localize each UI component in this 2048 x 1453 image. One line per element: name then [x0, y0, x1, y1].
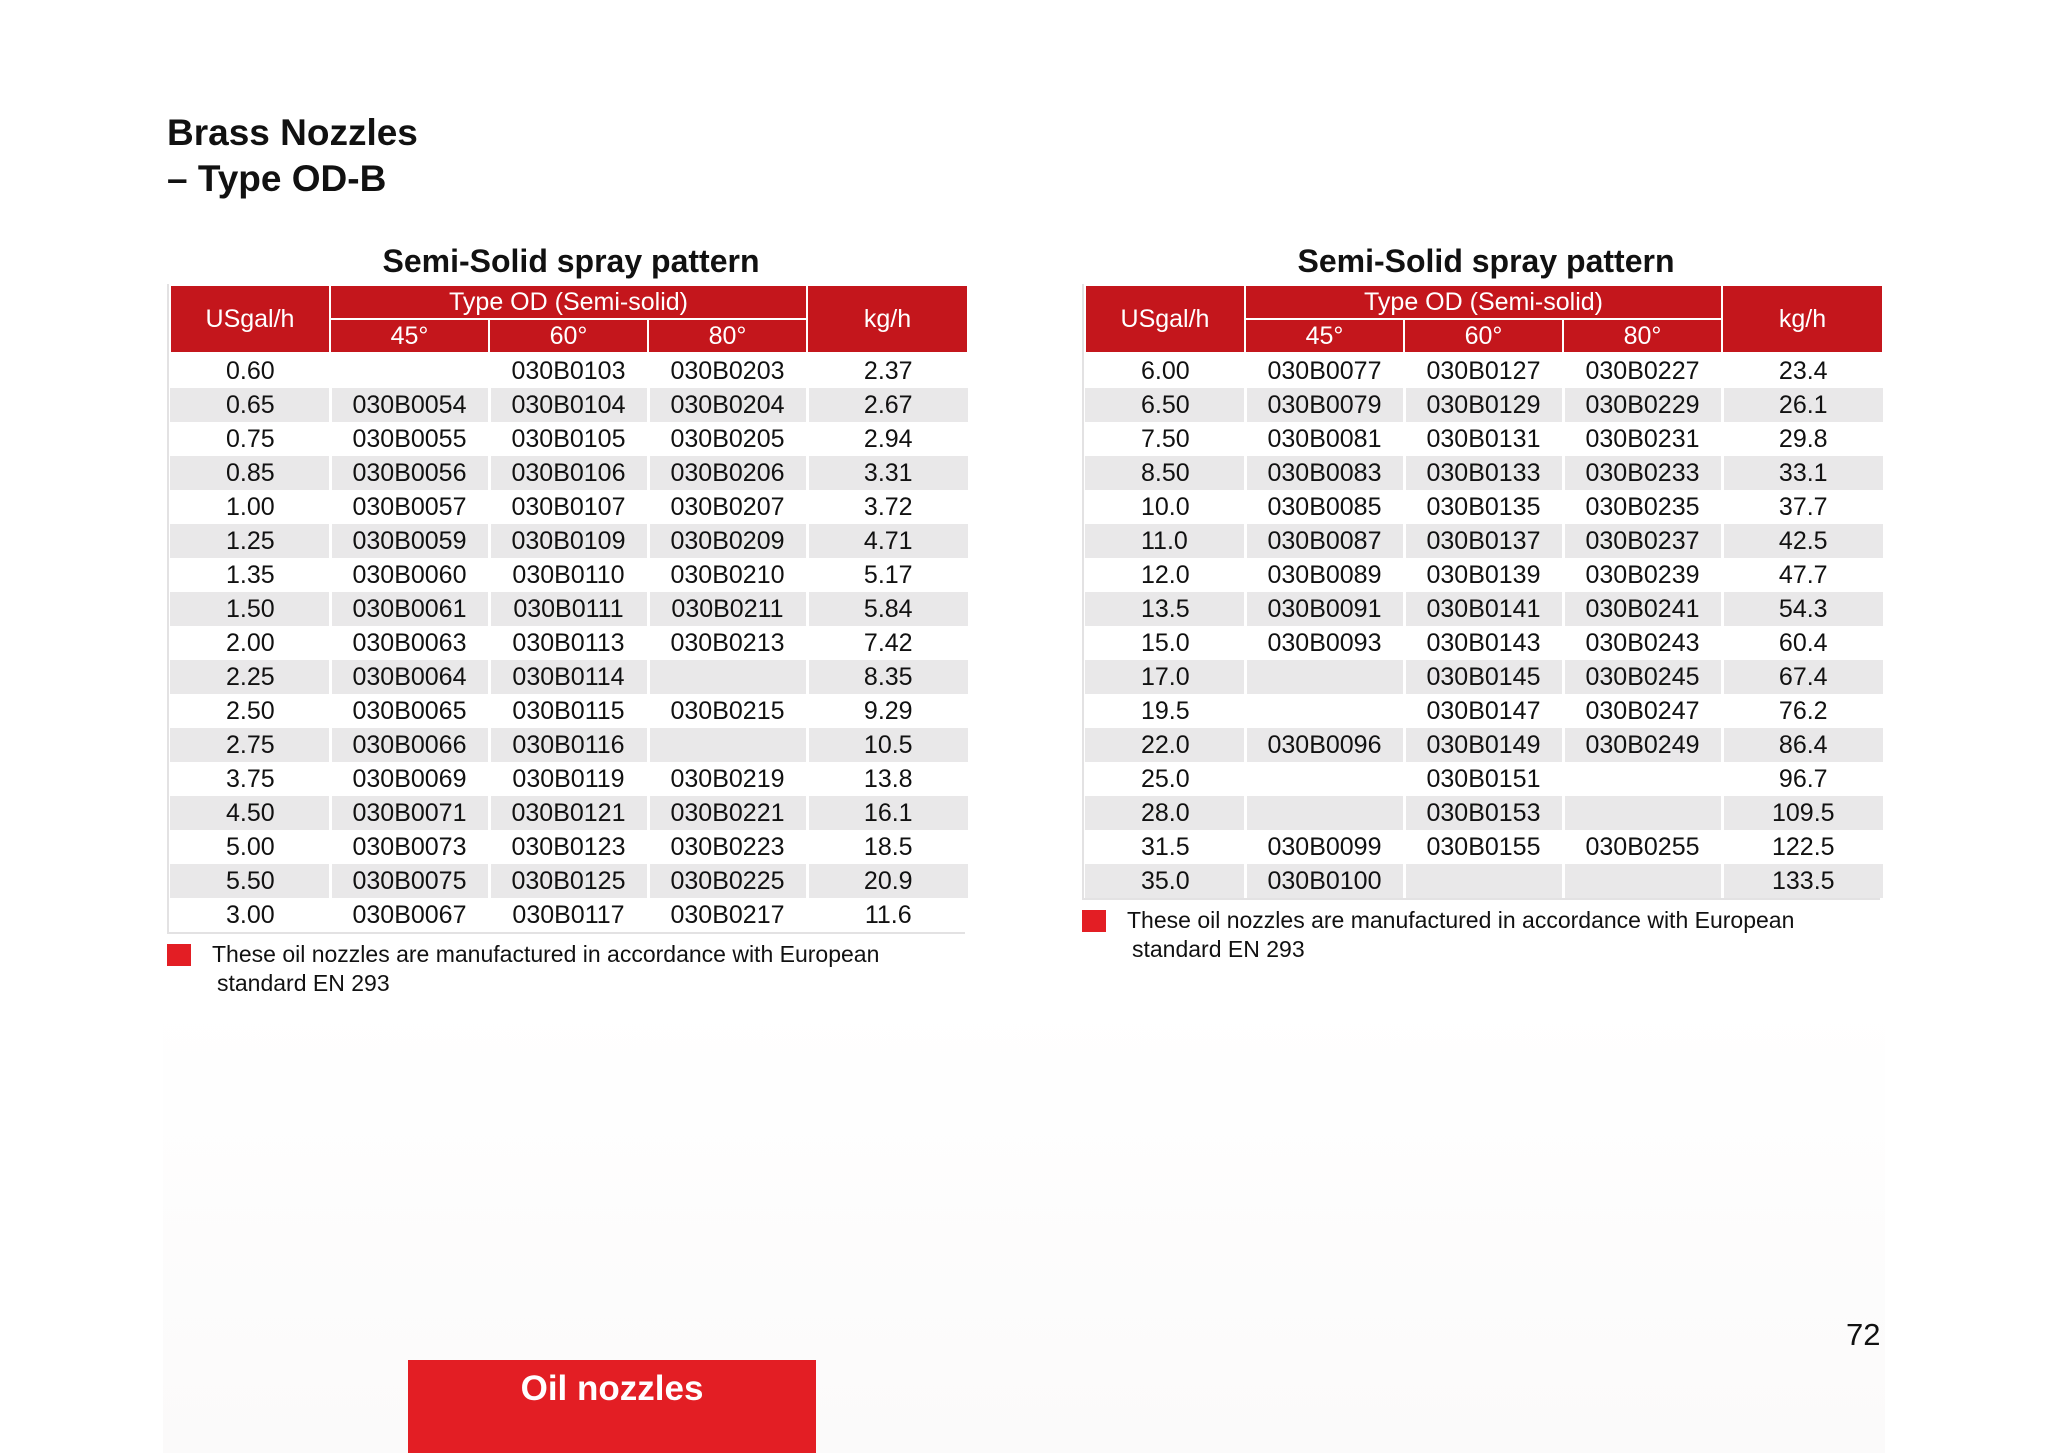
- cell-80: 030B0205: [648, 422, 807, 456]
- cell-80: 030B0203: [648, 353, 807, 388]
- cell-45: 030B0073: [330, 830, 489, 864]
- cell-usgal: 2.00: [170, 626, 330, 660]
- cell-usgal: 28.0: [1085, 796, 1245, 830]
- cell-kgh: 86.4: [1722, 728, 1883, 762]
- cell-kgh: 2.94: [807, 422, 968, 456]
- cell-45: [1245, 660, 1404, 694]
- cell-kgh: 60.4: [1722, 626, 1883, 660]
- cell-60: 030B0121: [489, 796, 648, 830]
- cell-45: 030B0096: [1245, 728, 1404, 762]
- column-group-header: Type OD (Semi-solid): [330, 285, 807, 319]
- cell-usgal: 2.50: [170, 694, 330, 728]
- footnote-bullet: [167, 944, 191, 966]
- cell-45: 030B0054: [330, 388, 489, 422]
- cell-80: 030B0255: [1563, 830, 1722, 864]
- cell-80: 030B0211: [648, 592, 807, 626]
- cell-usgal: 1.25: [170, 524, 330, 558]
- table-row: [170, 524, 968, 558]
- cell-kgh: 29.8: [1722, 422, 1883, 456]
- cell-80: 030B0207: [648, 490, 807, 524]
- table-row: [170, 830, 968, 864]
- cell-60: 030B0117: [489, 898, 648, 932]
- cell-kgh: 20.9: [807, 864, 968, 898]
- cell-60: 030B0143: [1404, 626, 1563, 660]
- cell-80: 030B0247: [1563, 694, 1722, 728]
- nozzle-table: [169, 284, 969, 932]
- cell-60: 030B0149: [1404, 728, 1563, 762]
- column-header-kgh: kg/h: [1722, 285, 1883, 353]
- cell-usgal: 1.00: [170, 490, 330, 524]
- cell-45: 030B0071: [330, 796, 489, 830]
- table-frame: [167, 284, 965, 934]
- column-header-60: 60°: [1404, 319, 1563, 353]
- cell-80: 030B0239: [1563, 558, 1722, 592]
- title-line-2: – Type OD-B: [167, 158, 387, 199]
- cell-45: 030B0093: [1245, 626, 1404, 660]
- cell-45: 030B0057: [330, 490, 489, 524]
- table-row: [170, 626, 968, 660]
- table-row: [1085, 490, 1883, 524]
- cell-45: 030B0069: [330, 762, 489, 796]
- cell-80: 030B0221: [648, 796, 807, 830]
- cell-80: 030B0219: [648, 762, 807, 796]
- cell-usgal: 0.65: [170, 388, 330, 422]
- cell-kgh: 96.7: [1722, 762, 1883, 796]
- cell-80: 030B0243: [1563, 626, 1722, 660]
- cell-usgal: 2.25: [170, 660, 330, 694]
- cell-usgal: 25.0: [1085, 762, 1245, 796]
- cell-80: 030B0241: [1563, 592, 1722, 626]
- cell-60: 030B0103: [489, 353, 648, 388]
- table-row: [1085, 762, 1883, 796]
- table-frame: [1082, 284, 1880, 900]
- cell-usgal: 0.75: [170, 422, 330, 456]
- cell-60: 030B0113: [489, 626, 648, 660]
- cell-usgal: 15.0: [1085, 626, 1245, 660]
- table-row: [170, 592, 968, 626]
- cell-60: 030B0145: [1404, 660, 1563, 694]
- cell-60: 030B0133: [1404, 456, 1563, 490]
- cell-60: 030B0105: [489, 422, 648, 456]
- table-heading: Semi-Solid spray pattern: [1297, 243, 1675, 279]
- cell-usgal: 8.50: [1085, 456, 1245, 490]
- column-header-45: 45°: [1245, 319, 1404, 353]
- cell-kgh: 37.7: [1722, 490, 1883, 524]
- section-tab: Oil nozzles: [408, 1360, 816, 1453]
- cell-45: 030B0056: [330, 456, 489, 490]
- column-header-60: 60°: [489, 319, 648, 353]
- cell-80: 030B0223: [648, 830, 807, 864]
- footnote-line-1: These oil nozzles are manufactured in accordance with European: [212, 941, 880, 967]
- cell-80: 030B0210: [648, 558, 807, 592]
- cell-60: 030B0153: [1404, 796, 1563, 830]
- cell-kgh: 13.8: [807, 762, 968, 796]
- cell-80: 030B0215: [648, 694, 807, 728]
- footnote-line-2: standard EN 293: [217, 970, 390, 996]
- cell-80: 030B0225: [648, 864, 807, 898]
- cell-45: [1245, 796, 1404, 830]
- cell-45: 030B0067: [330, 898, 489, 932]
- cell-kgh: 11.6: [807, 898, 968, 932]
- table-row: [1085, 626, 1883, 660]
- cell-45: 030B0100: [1245, 864, 1404, 898]
- cell-80: 030B0204: [648, 388, 807, 422]
- cell-80: [1563, 796, 1722, 830]
- cell-80: [648, 728, 807, 762]
- table-row: [170, 422, 968, 456]
- column-header-usgal: USgal/h: [1085, 285, 1245, 353]
- table-row: [170, 796, 968, 830]
- table-row: [1085, 830, 1883, 864]
- cell-80: 030B0237: [1563, 524, 1722, 558]
- column-header-kgh: kg/h: [807, 285, 968, 353]
- cell-60: 030B0129: [1404, 388, 1563, 422]
- table-row: [1085, 728, 1883, 762]
- cell-45: 030B0061: [330, 592, 489, 626]
- cell-kgh: 9.29: [807, 694, 968, 728]
- page-number: 72: [1846, 1317, 1881, 1352]
- cell-80: 030B0206: [648, 456, 807, 490]
- cell-usgal: 1.50: [170, 592, 330, 626]
- nozzle-table-block-left: [167, 238, 965, 998]
- table-body: [1085, 353, 1883, 898]
- cell-usgal: 19.5: [1085, 694, 1245, 728]
- cell-kgh: 16.1: [807, 796, 968, 830]
- table-row: [170, 694, 968, 728]
- table-row: [1085, 388, 1883, 422]
- cell-usgal: 7.50: [1085, 422, 1245, 456]
- cell-60: 030B0135: [1404, 490, 1563, 524]
- cell-60: 030B0147: [1404, 694, 1563, 728]
- table-row: [1085, 864, 1883, 898]
- cell-45: [330, 353, 489, 388]
- table-row: [1085, 558, 1883, 592]
- cell-60: 030B0141: [1404, 592, 1563, 626]
- cell-45: 030B0089: [1245, 558, 1404, 592]
- cell-usgal: 5.00: [170, 830, 330, 864]
- cell-45: 030B0060: [330, 558, 489, 592]
- column-header-80: 80°: [1563, 319, 1722, 353]
- cell-usgal: 17.0: [1085, 660, 1245, 694]
- cell-60: [1404, 864, 1563, 898]
- cell-usgal: 2.75: [170, 728, 330, 762]
- table-row: [170, 353, 968, 388]
- title-line-1: Brass Nozzles: [167, 112, 418, 153]
- cell-45: 030B0063: [330, 626, 489, 660]
- column-header-45: 45°: [330, 319, 489, 353]
- cell-kgh: 76.2: [1722, 694, 1883, 728]
- cell-usgal: 31.5: [1085, 830, 1245, 864]
- cell-kgh: 8.35: [807, 660, 968, 694]
- cell-kgh: 26.1: [1722, 388, 1883, 422]
- cell-45: 030B0085: [1245, 490, 1404, 524]
- cell-80: 030B0229: [1563, 388, 1722, 422]
- cell-usgal: 11.0: [1085, 524, 1245, 558]
- cell-45: [1245, 694, 1404, 728]
- cell-kgh: 67.4: [1722, 660, 1883, 694]
- cell-usgal: 12.0: [1085, 558, 1245, 592]
- cell-kgh: 2.67: [807, 388, 968, 422]
- cell-kgh: 3.31: [807, 456, 968, 490]
- cell-kgh: 7.42: [807, 626, 968, 660]
- cell-80: 030B0249: [1563, 728, 1722, 762]
- cell-kgh: 23.4: [1722, 353, 1883, 388]
- cell-60: 030B0137: [1404, 524, 1563, 558]
- cell-usgal: 3.75: [170, 762, 330, 796]
- cell-usgal: 6.50: [1085, 388, 1245, 422]
- cell-80: 030B0217: [648, 898, 807, 932]
- cell-usgal: 35.0: [1085, 864, 1245, 898]
- cell-60: 030B0104: [489, 388, 648, 422]
- cell-80: [1563, 762, 1722, 796]
- table-row: [170, 762, 968, 796]
- cell-kgh: 42.5: [1722, 524, 1883, 558]
- cell-45: 030B0091: [1245, 592, 1404, 626]
- cell-kgh: 10.5: [807, 728, 968, 762]
- cell-usgal: 0.85: [170, 456, 330, 490]
- table-row: [170, 660, 968, 694]
- cell-45: 030B0064: [330, 660, 489, 694]
- cell-usgal: 0.60: [170, 353, 330, 388]
- cell-kgh: 5.84: [807, 592, 968, 626]
- table-row: [1085, 796, 1883, 830]
- cell-45: [1245, 762, 1404, 796]
- table-row: [170, 388, 968, 422]
- cell-60: 030B0116: [489, 728, 648, 762]
- cell-45: 030B0087: [1245, 524, 1404, 558]
- cell-usgal: 10.0: [1085, 490, 1245, 524]
- cell-80: 030B0227: [1563, 353, 1722, 388]
- cell-45: 030B0065: [330, 694, 489, 728]
- table-row: [1085, 694, 1883, 728]
- table-row: [1085, 353, 1883, 388]
- cell-45: 030B0066: [330, 728, 489, 762]
- cell-80: [648, 660, 807, 694]
- cell-80: 030B0233: [1563, 456, 1722, 490]
- cell-kgh: 18.5: [807, 830, 968, 864]
- nozzle-table: [1084, 284, 1884, 898]
- cell-60: 030B0107: [489, 490, 648, 524]
- cell-45: 030B0079: [1245, 388, 1404, 422]
- cell-kgh: 33.1: [1722, 456, 1883, 490]
- footnote: [167, 940, 965, 998]
- cell-60: 030B0151: [1404, 762, 1563, 796]
- cell-60: 030B0111: [489, 592, 648, 626]
- cell-80: 030B0213: [648, 626, 807, 660]
- table-row: [170, 728, 968, 762]
- nozzle-table-block-right: [1082, 238, 1880, 964]
- table-row: [1085, 660, 1883, 694]
- column-header-usgal: USgal/h: [170, 285, 330, 353]
- column-group-header: Type OD (Semi-solid): [1245, 285, 1722, 319]
- cell-80: 030B0231: [1563, 422, 1722, 456]
- table-row: [170, 456, 968, 490]
- cell-kgh: 109.5: [1722, 796, 1883, 830]
- table-row: [1085, 592, 1883, 626]
- cell-80: 030B0235: [1563, 490, 1722, 524]
- table-row: [170, 490, 968, 524]
- cell-60: 030B0119: [489, 762, 648, 796]
- footnote-line-1: These oil nozzles are manufactured in accordance with European: [1127, 907, 1795, 933]
- cell-60: 030B0115: [489, 694, 648, 728]
- page-title: [167, 110, 418, 202]
- table-row: [170, 898, 968, 932]
- cell-usgal: 4.50: [170, 796, 330, 830]
- table-heading: Semi-Solid spray pattern: [382, 243, 760, 279]
- cell-45: 030B0083: [1245, 456, 1404, 490]
- cell-kgh: 54.3: [1722, 592, 1883, 626]
- cell-60: 030B0110: [489, 558, 648, 592]
- cell-60: 030B0131: [1404, 422, 1563, 456]
- column-header-80: 80°: [648, 319, 807, 353]
- cell-80: 030B0209: [648, 524, 807, 558]
- cell-kgh: 5.17: [807, 558, 968, 592]
- table-row: [1085, 524, 1883, 558]
- table-row: [170, 864, 968, 898]
- cell-60: 030B0127: [1404, 353, 1563, 388]
- cell-45: 030B0081: [1245, 422, 1404, 456]
- cell-45: 030B0077: [1245, 353, 1404, 388]
- cell-kgh: 122.5: [1722, 830, 1883, 864]
- cell-kgh: 47.7: [1722, 558, 1883, 592]
- cell-80: 030B0245: [1563, 660, 1722, 694]
- cell-80: [1563, 864, 1722, 898]
- cell-45: 030B0059: [330, 524, 489, 558]
- cell-kgh: 133.5: [1722, 864, 1883, 898]
- table-row: [1085, 422, 1883, 456]
- cell-60: 030B0139: [1404, 558, 1563, 592]
- table-row: [170, 558, 968, 592]
- table-row: [1085, 456, 1883, 490]
- cell-60: 030B0109: [489, 524, 648, 558]
- cell-kgh: 3.72: [807, 490, 968, 524]
- cell-60: 030B0106: [489, 456, 648, 490]
- table-body: [170, 353, 968, 932]
- cell-usgal: 22.0: [1085, 728, 1245, 762]
- cell-45: 030B0055: [330, 422, 489, 456]
- cell-kgh: 4.71: [807, 524, 968, 558]
- cell-60: 030B0114: [489, 660, 648, 694]
- cell-usgal: 13.5: [1085, 592, 1245, 626]
- cell-45: 030B0075: [330, 864, 489, 898]
- cell-60: 030B0155: [1404, 830, 1563, 864]
- cell-kgh: 2.37: [807, 353, 968, 388]
- cell-usgal: 3.00: [170, 898, 330, 932]
- cell-60: 030B0123: [489, 830, 648, 864]
- footnote-bullet: [1082, 910, 1106, 932]
- cell-45: 030B0099: [1245, 830, 1404, 864]
- footnote-line-2: standard EN 293: [1132, 936, 1305, 962]
- cell-usgal: 5.50: [170, 864, 330, 898]
- cell-usgal: 1.35: [170, 558, 330, 592]
- cell-60: 030B0125: [489, 864, 648, 898]
- cell-usgal: 6.00: [1085, 353, 1245, 388]
- footnote: [1082, 906, 1880, 964]
